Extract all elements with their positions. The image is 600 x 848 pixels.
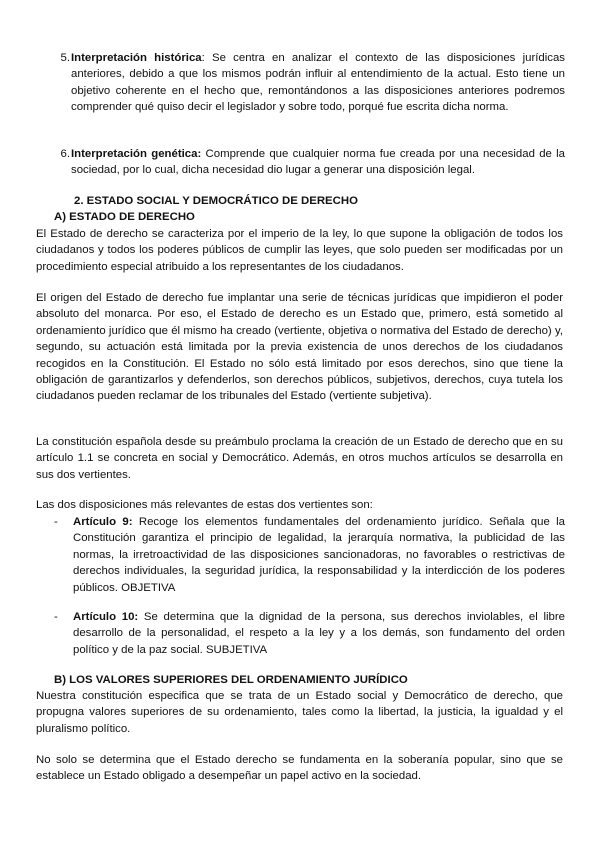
paragraph-a3: La constitución española desde su preámbulo proclama la creación de un Estado de derecho que en su artículo 1.1 se concreta en social y Democrático. Además, en otros muchos artículos se desarrolla en sus dos vertientes. <box>36 436 563 481</box>
item-term: Interpretación histórica <box>71 52 202 64</box>
section-title: 2. ESTADO SOCIAL Y DEMOCRÁTICO DE DERECHO <box>74 195 358 207</box>
subsection-a-title: A) ESTADO DE DERECHO <box>54 211 195 223</box>
bullet-paragraph <box>73 514 565 596</box>
paragraph-b2: No solo se determina que el Estado derecho se fundamenta en la soberanía popular, sino que se establece un Estado obligado a desempeñar un papel activo en la sociedad. <box>36 754 563 783</box>
paragraph-a1: El Estado de derecho se caracteriza por el imperio de la ley, lo que supone la obligación de todos los ciudadanos y todos los poderes públicos de cumplir las leyes, que solo pueden ser modificadas por un procedimiento especial atribuido a los representantes de los ciudadanos. <box>36 228 563 273</box>
bullet-term: Artículo 9: <box>73 516 133 528</box>
paragraph-b1: Nuestra constitución especifica que se trata de un Estado social y Democrático de derecho, que propugna valores superiores de su ordenamiento, tales como la libertad, la justicia, la igualdad y el pluralismo político. <box>36 690 563 735</box>
item-paragraph <box>71 146 565 179</box>
bullet-term: Artículo 10: <box>73 611 139 623</box>
bullet-text: Se determina que la dignidad de la persona, sus derechos inviolables, el libre desarrollo de la personalidad, el respeto a la ley y a los demás, son fundamento del orden político y de la paz social. SUBJETIVA <box>73 611 565 656</box>
item-number: 6. <box>60 148 70 160</box>
item-paragraph <box>71 50 565 116</box>
subsection-b-title: B) LOS VALORES SUPERIORES DEL ORDENAMIENTO JURÍDICO <box>54 674 408 686</box>
bullet-text: Recoge los elementos fundamentales del ordenamiento jurídico. Señala que la Constitución garantiza el principio de legalidad, la jerarquía normativa, la publicidad de las normas, la irretroactividad de las disposiciones sancionadoras, no favorables o restrictivas de derechos individuales, la seguridad jurídica, la responsabilidad y la interdicción de los poderes públicos. OBJETIVA <box>73 516 565 594</box>
paragraph-a4: Las dos disposiciones más relevantes de estas dos vertientes son: <box>36 499 373 511</box>
item-text: Comprende que cualquier norma fue creada por una necesidad de la sociedad, por lo cual, dicha necesidad dio lugar a generar una disposición legal. <box>71 148 566 177</box>
item-number: 5. <box>60 52 70 64</box>
bullet-paragraph <box>73 609 565 658</box>
bullet-dash: - <box>54 516 58 528</box>
item-term: Interpretación genética: <box>71 148 202 160</box>
paragraph-a2: El origen del Estado de derecho fue implantar una serie de técnicas jurídicas que impidieron el poder absoluto del monarca. Por eso, el Estado de derecho es un Estado que, primero, está sometido al ordenamiento jurídico que él mismo ha creado (vertiente, objetiva o normativa del Estado de derecho) y, segundo, su actuación está limitada por la previa existencia de unos derechos de los ciudadanos recogidos en la Constitución. El Estado no sólo está limitado por esos derechos, sino que tiene la obligación de garantizarlos y defenderlos, son derechos públicos, subjetivos, derechos, cuya tutela los ciudadanos pueden reclamar de los tribunales del Estado (vertiente subjetiva). <box>36 292 563 403</box>
item-text: Se centra en analizar el contexto de las disposiciones jurídicas anteriores, debido a que los mismos podrán influir al entendimiento de la actual. Esto tiene un objetivo coherente en el hecho que, remontándonos a las disposiciones anteriores podremos comprender qué quiso decir el legislador y sobre todo, porqué fue escrita dicha norma. <box>71 52 565 114</box>
item-separator: : <box>201 52 205 64</box>
bullet-dash: - <box>54 611 58 623</box>
